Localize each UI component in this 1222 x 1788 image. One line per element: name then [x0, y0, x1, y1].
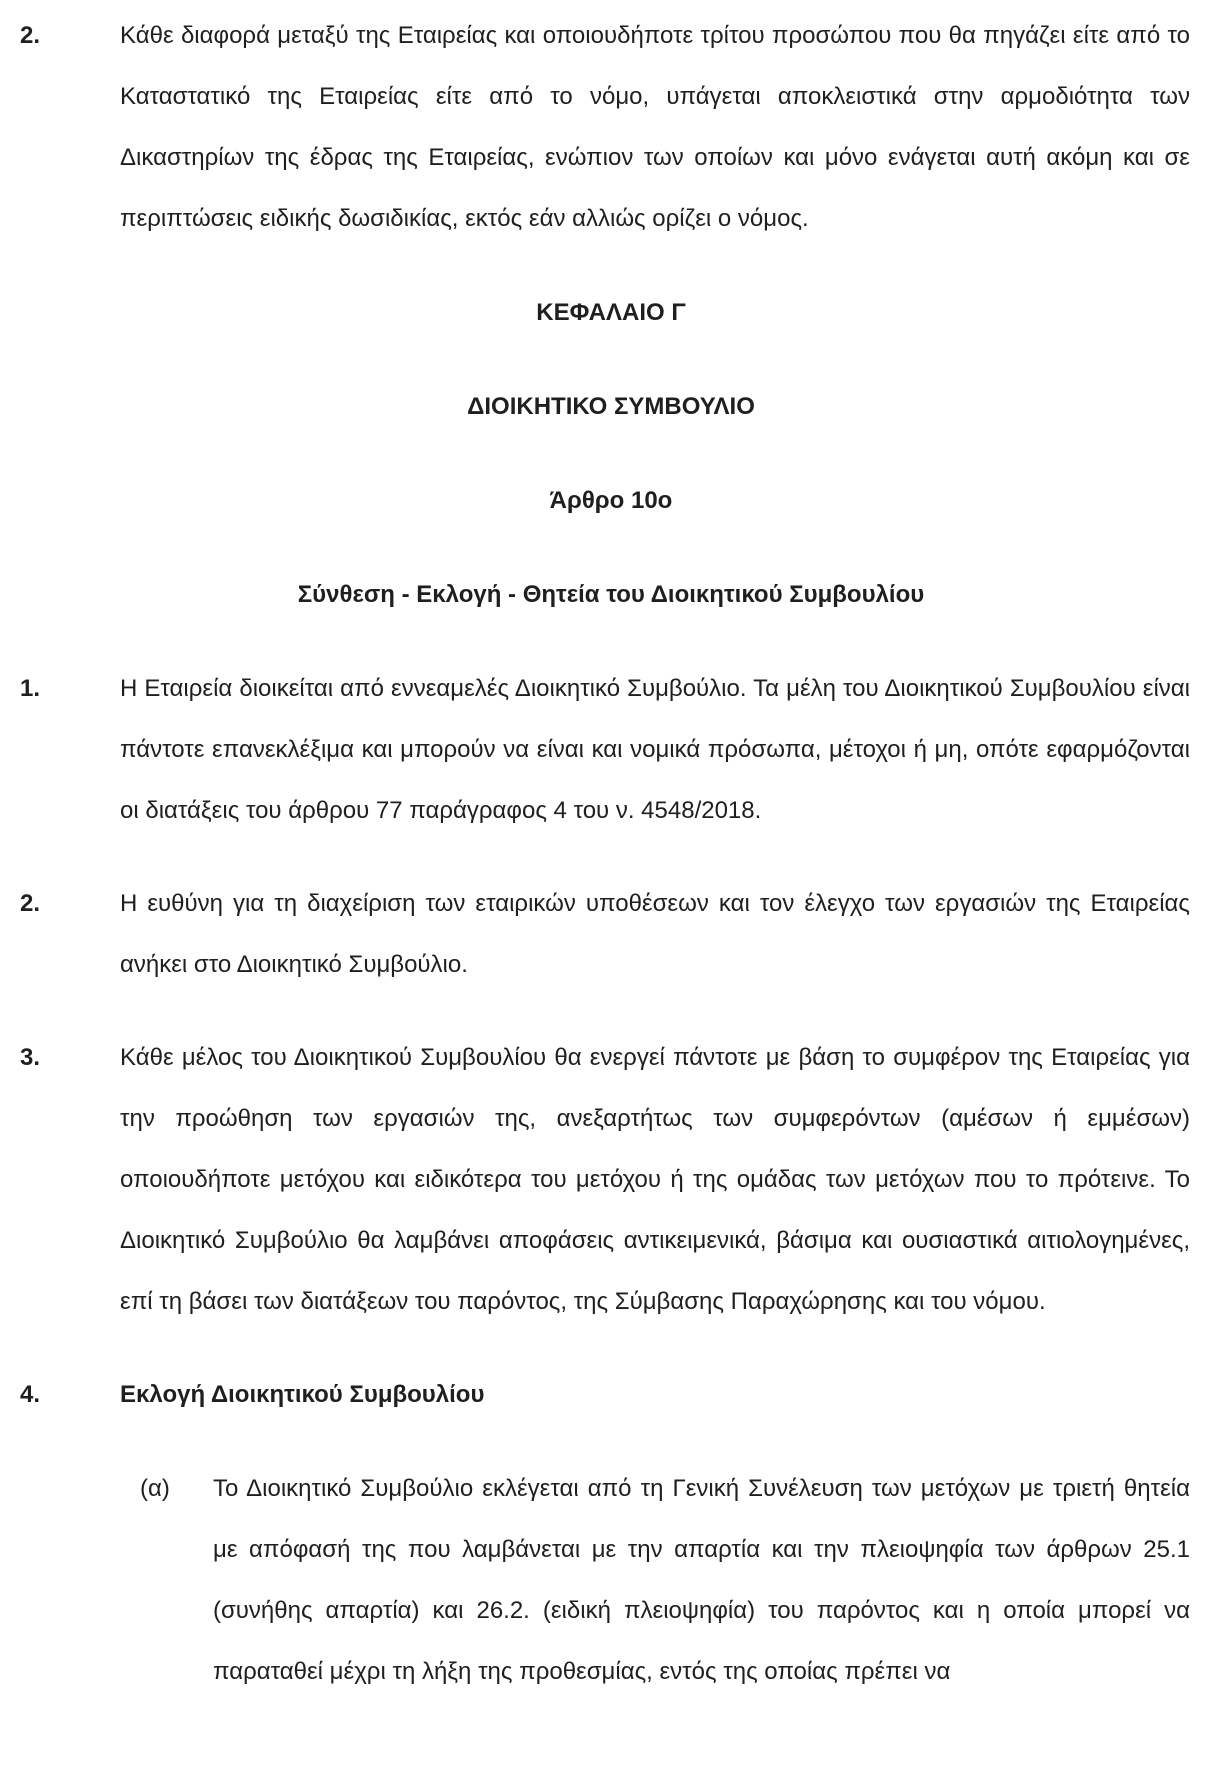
list-item-number: 3.	[20, 1044, 41, 1071]
chapter-heading: ΚΕΦΑΛΑΙΟ Γ	[536, 299, 686, 326]
article-heading: Άρθρο 10ο	[549, 487, 673, 514]
list-item-text: Η ευθύνη για τη διαχείριση των εταιρικών υποθέσεων και τον έλεγχο των εργασιών της Εταιρείας ανήκει στο Διοικητικό Συμβούλιο.	[120, 890, 1190, 978]
list-item-text: Η Εταιρεία διοικείται από εννεαμελές Διοικητικό Συμβούλιο. Τα μέλη του Διοικητικού Συμβουλίου είναι πάντοτε επανεκλέξιμα και μπορούν να είναι και νομικά πρόσωπα, μέτοχοι ή μη, οπότε εφαρμόζονται οι διατάξεις του άρθρου 77 παράγραφος 4 του ν. 4548/2018.	[120, 675, 1190, 824]
list-item-title: Εκλογή Διοικητικού Συμβουλίου	[120, 1381, 485, 1408]
sub-item-marker: (α)	[140, 1475, 170, 1502]
sub-item-text: Το Διοικητικό Συμβούλιο εκλέγεται από τη Γενική Συνέλευση των μετόχων με τριετή θητεία με απόφασή της που λαμβάνεται με την απαρτία και την πλειοψηφία των άρθρων 25.1 (συνήθης απαρτία) και 26.2. (ειδική πλειοψηφία) του παρόντος και η οποία μπορεί να παραταθεί μέχρι τη λήξη της προθεσμίας, εντός της οποίας πρέπει να	[213, 1475, 1190, 1685]
list-item-number: 4.	[20, 1381, 41, 1408]
list-item-2	[0, 873, 1222, 995]
list-item-number: 1.	[20, 675, 41, 702]
list-item-1	[0, 658, 1222, 841]
list-item-intro	[0, 5, 1222, 249]
list-item-text: Κάθε διαφορά μεταξύ της Εταιρείας και οποιουδήποτε τρίτου προσώπου που θα πηγάζει είτε από το Καταστατικό της Εταιρείας είτε από το νόμο, υπάγεται αποκλειστικά στην αρμοδιότητα των Δικαστηρίων της έδρας της Εταιρείας, ενώπιον των οποίων και μόνο ενάγεται αυτή ακόμη και σε περιπτώσεις ειδικής δωσιδικίας, εκτός εάν αλλιώς ορίζει ο νόμος.	[120, 22, 1190, 232]
list-item-number: 2.	[20, 22, 41, 49]
chapter-title: ΔΙΟΙΚΗΤΙΚΟ ΣΥΜΒΟΥΛΙΟ	[467, 393, 755, 420]
list-item-4	[0, 1364, 1222, 1425]
sub-list-item-alpha	[140, 1458, 1222, 1702]
list-item-text: Κάθε μέλος του Διοικητικού Συμβουλίου θα ενεργεί πάντοτε με βάση το συμφέρον της Εταιρείας για την προώθηση των εργασιών της, ανεξαρτήτως των συμφερόντων (αμέσων ή εμμέσων) οποιουδήποτε μετόχου και ειδικότερα του μετόχου ή της ομάδας των μετόχων που το πρότεινε. Το Διοικητικό Συμβούλιο θα λαμβάνει αποφάσεις αντικειμενικά, βάσιμα και ουσιαστικά αιτιολογημένες, επί τη βάσει των διατάξεων του παρόντος, της Σύμβασης Παραχώρησης και του νόμου.	[120, 1044, 1190, 1315]
article-subtitle: Σύνθεση - Εκλογή - Θητεία του Διοικητικού Συμβουλίου	[297, 581, 925, 608]
list-item-number: 2.	[20, 890, 41, 917]
list-item-3	[0, 1027, 1222, 1332]
